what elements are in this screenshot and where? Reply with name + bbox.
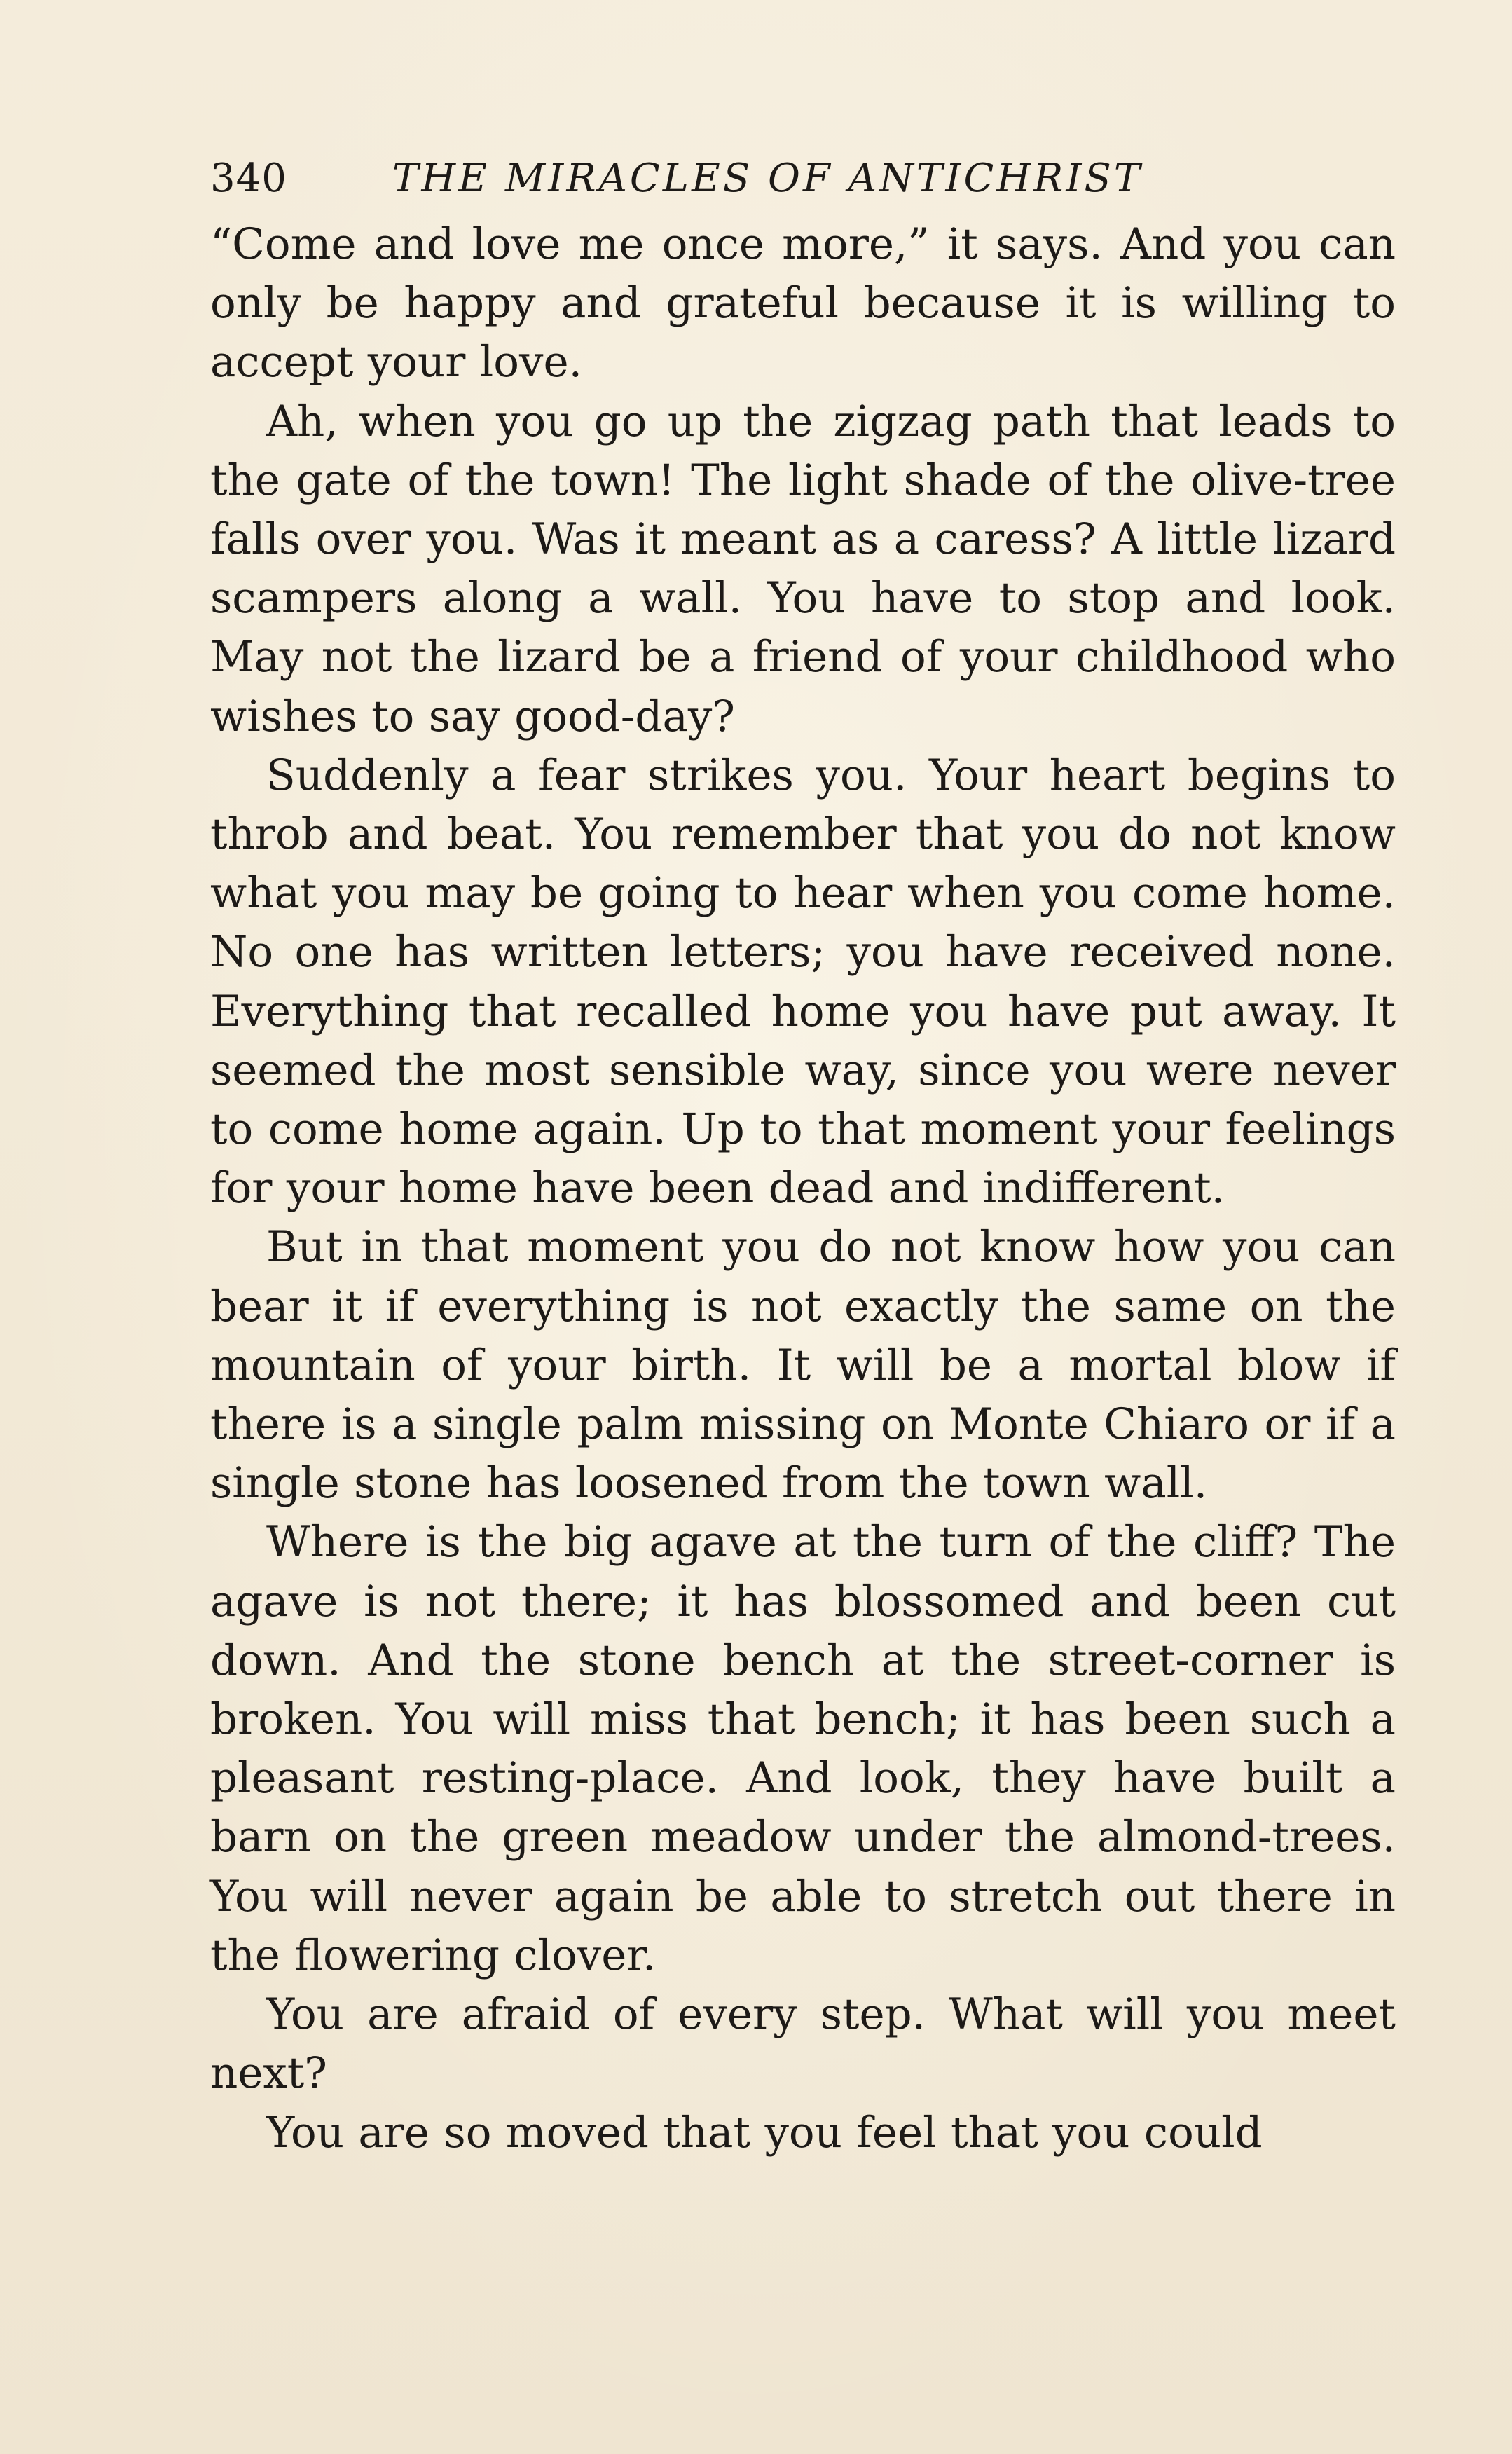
body-text xyxy=(210,215,1396,2162)
running-title: THE MIRACLES OF ANTICHRIST xyxy=(392,156,1143,201)
text-block xyxy=(210,151,1396,2162)
paragraph: “Come and love me once more,” it says. And you can only be happy and grateful because it is willing to accept your love. xyxy=(210,219,1396,388)
paragraph: You are afraid of every step. What will you meet next? xyxy=(210,1989,1396,2099)
paragraph: Where is the big agave at the turn of the cliff? The agave is not there; it has blossomed and been cut down. And the stone bench at the street-corner is broken. You will miss that bench; it has been such a pleasant resting-place. And look, they have built a barn on the green meadow under the almond-trees. You will never again be able to stretch out there in the flowering clover. xyxy=(210,1517,1396,1980)
paragraph: But in that moment you do not know how you can bear it if everything is not exactly the same on the mountain of your birth. It will be a mortal blow if there is a single palm missing on Monte Chiaro or if a single stone has loosened from the town wall. xyxy=(210,1222,1396,1509)
paragraph: Suddenly a fear strikes you. Your heart begins to throb and beat. You remember that you do not know what you may be going to hear when you come home. No one has written letters; you have received none. Everything that recalled home you have put away. It seemed the most sensible way, since you were never to come home again. Up to that moment your feelings for your home have been dead and indifferent. xyxy=(210,750,1396,1214)
paragraph: You are so moved that you feel that you could xyxy=(266,2107,1263,2158)
running-head xyxy=(210,151,1396,207)
paragraph: Ah, when you go up the zigzag path that leads to the gate of the town! The light shade of the olive-tree falls over you. Was it meant as a caress? A little lizard scampers along a wall. You have to stop and look. May not the lizard be a friend of your childhood who wishes to say good-day? xyxy=(210,396,1396,741)
page-number: 340 xyxy=(210,156,287,201)
